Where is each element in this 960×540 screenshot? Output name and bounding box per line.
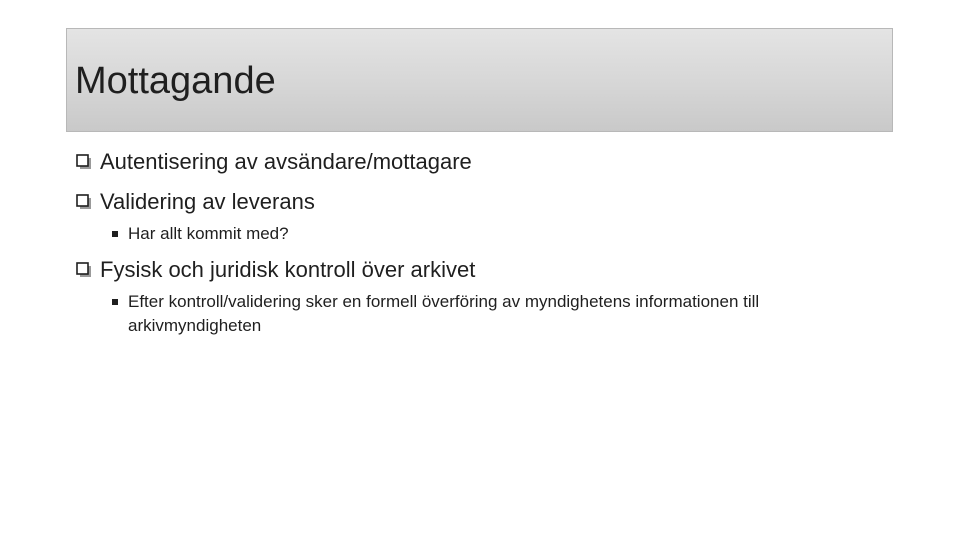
square-bullet-icon: [112, 299, 118, 305]
sub-bullet-item: [76, 290, 876, 338]
bullet-item: [76, 148, 876, 176]
checkbox-bullet-icon: [76, 194, 92, 210]
checkbox-bullet-icon: [76, 262, 92, 278]
bullet-item: [76, 188, 876, 216]
bullet-list: [76, 148, 876, 338]
sub-bullet-item: [76, 222, 876, 246]
title-band: [66, 28, 893, 132]
checkbox-bullet-icon: [76, 154, 92, 170]
sub-bullet-text: Efter kontroll/validering sker en formell överföring av myndighetens informationen till arkivmyndigheten: [128, 292, 760, 335]
square-bullet-icon: [112, 231, 118, 237]
bullet-text: Autentisering av avsändare/mottagare: [100, 149, 472, 174]
slide-title: Mottagande: [75, 60, 276, 102]
sub-bullet-text: Har allt kommit med?: [128, 224, 289, 243]
bullet-text: Validering av leverans: [100, 189, 315, 214]
bullet-item: [76, 256, 876, 284]
bullet-text: Fysisk och juridisk kontroll över arkivet: [100, 257, 476, 282]
